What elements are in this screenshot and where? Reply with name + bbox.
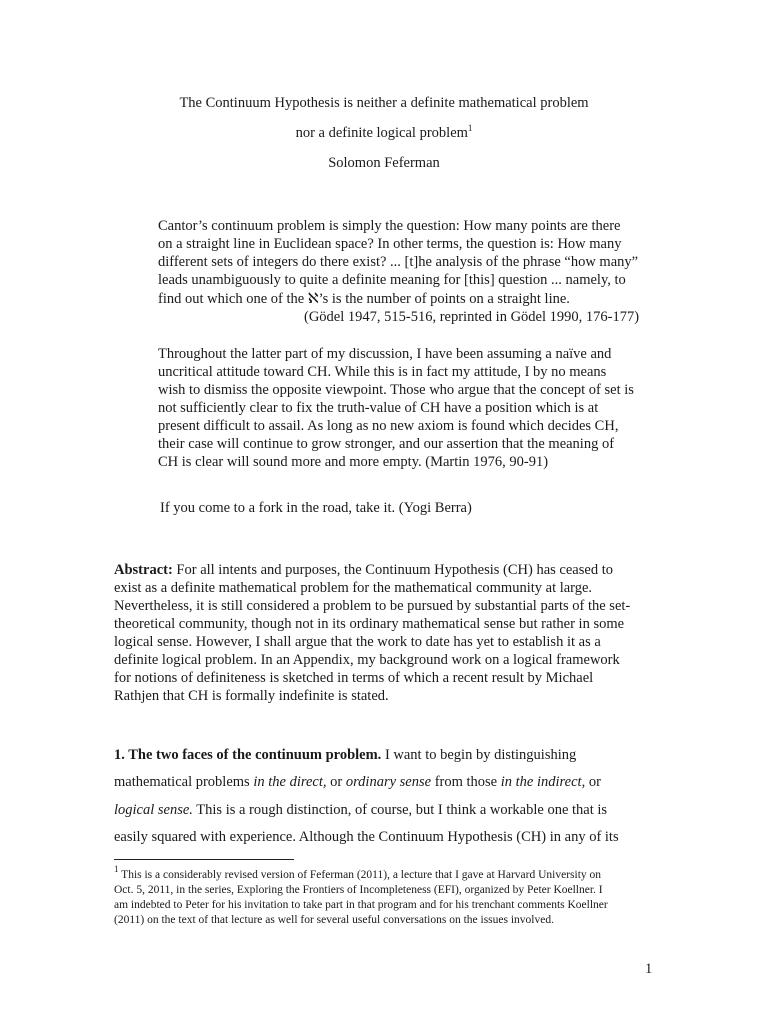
body-line: logical sense. This is a rough distinction, of course, but I think a workable one that is <box>114 802 608 818</box>
abstract-line: Abstract: For all intents and purposes, the Continuum Hypothesis (CH) has ceased to <box>114 562 613 578</box>
epigraph-line: not sufficiently clear to fix the truth-value of CH have a position which is at <box>158 400 599 416</box>
abstract-line: Rathjen that CH is formally indefinite is stated. <box>114 688 389 704</box>
epigraph-line: Throughout the latter part of my discussion, I have been assuming a naïve and <box>158 346 612 362</box>
abstract-line: definite logical problem. In an Appendix, my background work on a logical framework <box>114 652 620 668</box>
page-number: 1 <box>645 961 653 977</box>
section-heading: 1. The two faces of the continuum problem. <box>114 747 382 763</box>
epigraph-line: their case will continue to grow stronger, and our assertion that the meaning of <box>158 436 615 452</box>
body-line: mathematical problems in the direct, or ordinary sense from those in the indirect, or <box>114 774 601 790</box>
footnote-marker[interactable]: 1 <box>467 123 473 133</box>
footnote-line: Oct. 5, 2011, in the series, Exploring the Frontiers of Incompleteness (EFI), organized by Peter Koellner. I <box>114 884 603 896</box>
body-line: 1. The two faces of the continuum problem. I want to begin by distinguishing <box>114 747 577 763</box>
epigraph-line: CH is clear will sound more and more empty. (Martin 1976, 90-91) <box>158 454 549 470</box>
author-name: Solomon Feferman <box>328 155 440 171</box>
abstract-line: for notions of definiteness is sketched in terms of which a recent result by Michael <box>114 670 594 686</box>
abstract-label: Abstract: <box>114 562 173 578</box>
abstract-line: Nevertheless, it is still considered a problem to be pursued by substantial parts of the set- <box>114 598 631 614</box>
footnote-number: 1 <box>114 864 119 874</box>
footnote-line: am indebted to Peter for his invitation to take part in that program and for his trenchant comments Koellner <box>114 899 608 911</box>
epigraph-line: leads unambiguously to quite a definite meaning for [this] question ... namely, to <box>158 272 626 288</box>
footnote-separator <box>114 859 294 860</box>
footnote-line: (2011) on the text of that lecture as well for several useful conversations on the issues involved. <box>114 914 554 926</box>
body-line: easily squared with experience. Although the Continuum Hypothesis (CH) in any of its <box>114 829 619 845</box>
epigraph-line: wish to dismiss the opposite viewpoint. Those who argue that the concept of set is <box>158 382 634 398</box>
abstract-line: theoretical community, though not in its ordinary mathematical sense but rather in some <box>114 616 625 632</box>
epigraph-line: on a straight line in Euclidean space? In other terms, the question is: How many <box>158 236 622 252</box>
paper-title-line-2: nor a definite logical problem$^1$ <box>295 123 473 141</box>
epigraph-berra: If you come to a fork in the road, take it. (Yogi Berra) <box>160 500 472 516</box>
paper-title-line-1: The Continuum Hypothesis is neither a definite mathematical problem <box>179 95 589 111</box>
abstract-line: exist as a definite mathematical problem for the mathematical community at large. <box>114 580 593 596</box>
abstract-line: logical sense. However, I shall argue that the work to date has yet to establish it as a <box>114 634 601 650</box>
footnote-line: $^1$ This is a considerably revised version of Feferman (2011), a lecture that I gave at Harvard University on <box>114 864 602 881</box>
epigraph-line: Cantor’s continuum problem is simply the question: How many points are there <box>158 218 621 234</box>
epigraph-line: present difficult to assail. As long as no new axiom is found which decides CH, <box>158 418 619 434</box>
epigraph-line: uncritical attitude toward CH. While this is in fact my attitude, I by no means <box>158 364 607 380</box>
epigraph-citation: (Gödel 1947, 515-516, reprinted in Gödel 1990, 176-177) <box>304 309 640 325</box>
epigraph-line: find out which one of the ℵ’s is the number of points on a straight line. <box>158 291 570 307</box>
epigraph-line: different sets of integers do there exist? ... [t]he analysis of the phrase “how many” <box>158 254 639 270</box>
